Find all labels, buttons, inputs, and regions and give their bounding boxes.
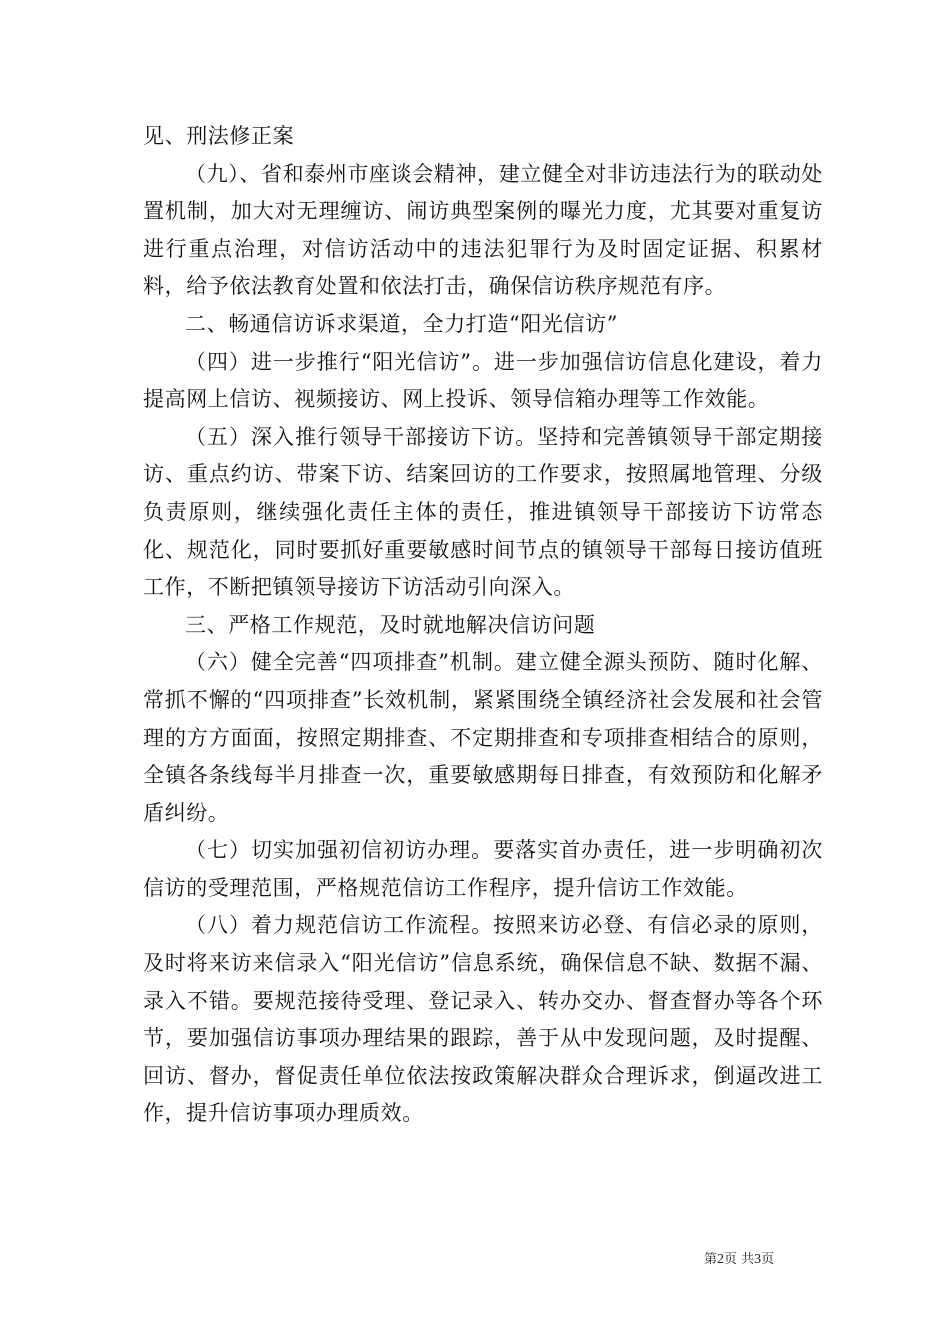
current-page-number: 2 [717, 1252, 725, 1267]
page-footer [704, 1248, 774, 1268]
paragraph-item-8: （八）着力规范信访工作流程。按照来访必登、有信必录的原则，及时将来访来信录入“阳光信访”信息系统，确保信息不缺、数据不漏、录入不错。要规范接待受理、登记录入、转办交办、督查督办等各个环节，要加强信访事项办理结果的跟踪，善于从中发现问题，及时提醒、回访、督办，督促责任单位依法按政策解决群众合理诉求，倒逼改进工作，提升信访事项办理质效。 [143, 913, 823, 1126]
section-heading-2: 二、畅通信访诉求渠道，全力打造“阳光信访” [185, 311, 619, 336]
footer-middle: 页 共 [724, 1252, 755, 1267]
paragraph-item-5: （五）深入推行领导干部接访下访。坚持和完善镇领导干部定期接访、重点约访、带案下访、结案回访的工作要求，按照属地管理、分级负责原则，继续强化责任主体的责任，推进镇领导干部接访下访常态化、规范化，同时要抓好重要敏感时间节点的镇领导干部每日接访值班工作，不断把镇领导接访下访活动引向深入。 [143, 424, 823, 600]
document-body [143, 118, 823, 1133]
paragraph-continuation: 见、刑法修正案 [143, 124, 295, 148]
paragraph-item-9: （九）、省和泰州市座谈会精神，建立健全对非访违法行为的联动处置机制，加大对无理缠访、闹访典型案例的曝光力度，尤其要对重复访进行重点治理，对信访活动中的违法犯罪行为及时固定证据、积累材料，给予依法教育处置和依法打击，确保信访秩序规范有序。 [143, 161, 823, 299]
footer-prefix: 第 [704, 1252, 718, 1267]
section-heading-3: 三、严格工作规范，及时就地解决信访问题 [185, 612, 596, 637]
footer-suffix: 页 [761, 1252, 775, 1267]
paragraph-item-4: （四）进一步推行“阳光信访”。进一步加强信访信息化建设，着力提高网上信访、视频接访、网上投诉、领导信箱办理等工作效能。 [143, 349, 823, 412]
paragraph-item-7: （七）切实加强初信初访办理。要落实首办责任，进一步明确初次信访的受理范围，严格规范信访工作程序，提升信访工作效能。 [143, 838, 823, 900]
paragraph-item-6: （六）健全完善“四项排查”机制。建立健全源头预防、随时化解、常抓不懈的“四项排查”长效机制，紧紧围绕全镇经济社会发展和社会管理的方方面面，按照定期排查、不定期排查和专项排查相结合的原则，全镇各条线每半月排查一次，重要敏感期每日排查，有效预防和化解矛盾纠纷。 [143, 650, 823, 825]
total-pages-number: 3 [754, 1252, 762, 1267]
